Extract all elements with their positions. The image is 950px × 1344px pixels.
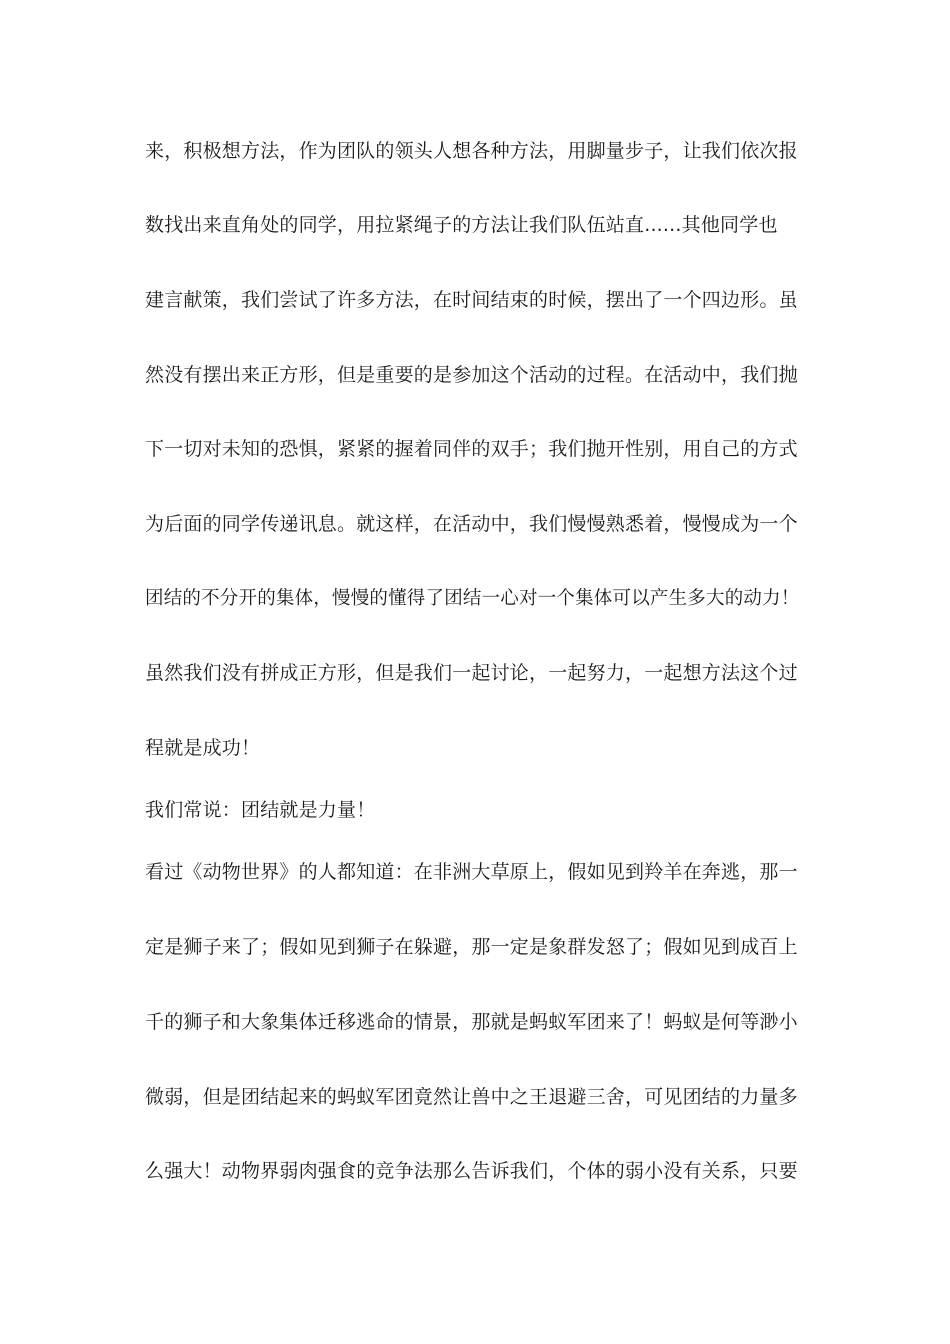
paragraph-line: 微弱，但是团结起来的蚂蚁军团竟然让兽中之王退避三舍，可见团结的力量多 bbox=[145, 1086, 798, 1108]
paragraph-line: 来，积极想方法，作为团队的领头人想各种方法，用脚量步子，让我们依次报 bbox=[145, 140, 798, 162]
paragraph-line: 我们常说：团结就是力量！ bbox=[145, 799, 376, 821]
paragraph-line: 虽然我们没有拼成正方形，但是我们一起讨论，一起努力，一起想方法这个过 bbox=[145, 662, 798, 684]
paragraph-line: 为后面的同学传递讯息。就这样，在活动中，我们慢慢熟悉着，慢慢成为一个 bbox=[145, 513, 798, 535]
paragraph-line: 团结的不分开的集体，慢慢的懂得了团结一心对一个集体可以产生多大的动力！ bbox=[145, 588, 800, 609]
paragraph-line: 看过《动物世界》的人都知道：在非洲大草原上，假如见到羚羊在奔逃，那一 bbox=[145, 861, 798, 883]
paragraph-line: 建言献策，我们尝试了许多方法，在时间结束的时候，摆出了一个四边形。虽 bbox=[145, 289, 798, 311]
paragraph-line: 然没有摆出来正方形，但是重要的是参加这个活动的过程。在活动中，我们抛 bbox=[145, 364, 798, 386]
paragraph-line: 数找出来直角处的同学，用拉紧绳子的方法让我们队伍站直......其他同学也 bbox=[145, 214, 778, 236]
paragraph-line: 千的狮子和大象集体迁移逃命的情景，那就是蚂蚁军团来了！蚂蚁是何等渺小 bbox=[145, 1011, 798, 1033]
paragraph-line: 么强大！动物界弱肉强食的竞争法那么告诉我们，个体的弱小没有关系，只要 bbox=[145, 1160, 798, 1182]
paragraph-line: 程就是成功！ bbox=[145, 737, 261, 759]
paragraph-line: 定是狮子来了；假如见到狮子在躲避，那一定是象群发怒了；假如见到成百上 bbox=[145, 936, 798, 958]
paragraph-line: 下一切对未知的恐惧，紧紧的握着同伴的双手；我们抛开性别，用自己的方式 bbox=[145, 438, 798, 460]
